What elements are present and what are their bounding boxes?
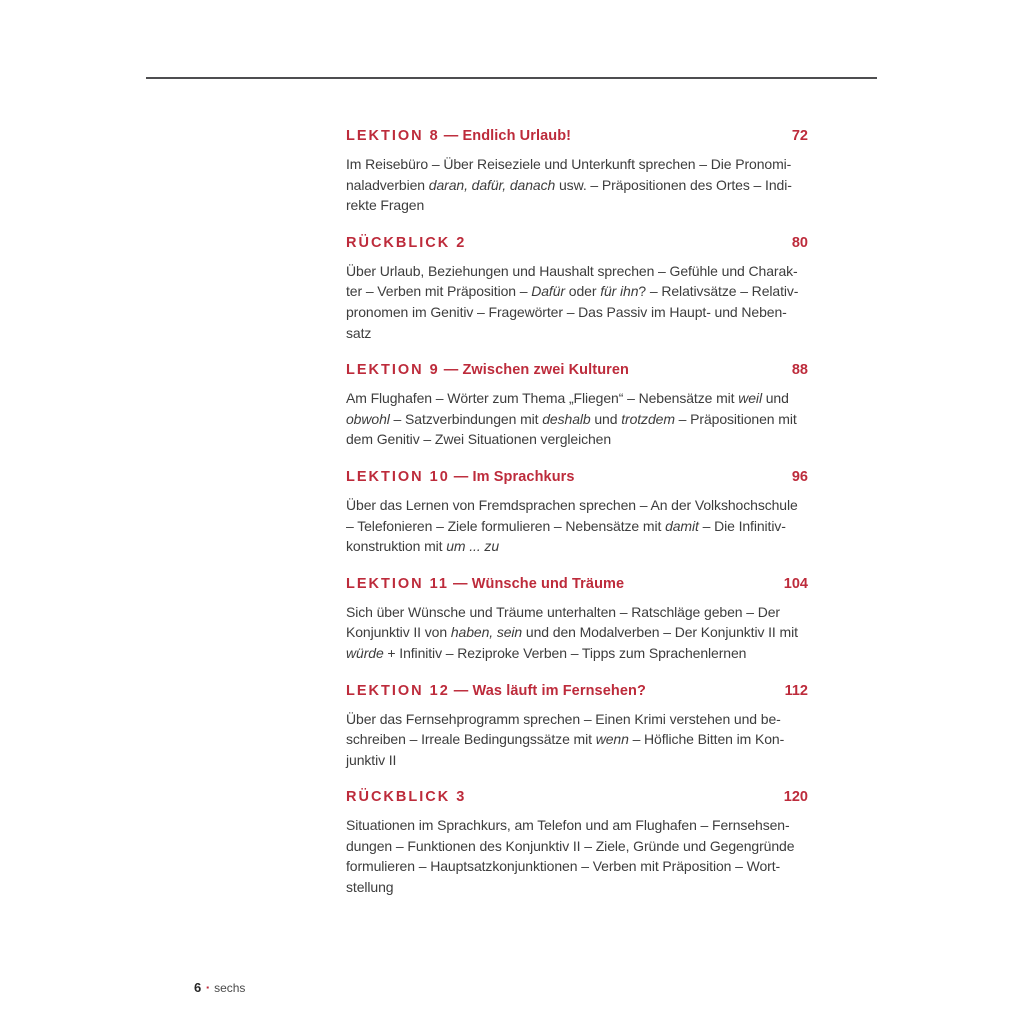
text-segment: Situationen im Sprachkurs, am Telefon und am Flughafen – Fernsehsen-	[346, 817, 790, 834]
text-segment: dungen – Funktionen des Konjunktiv II – Ziele, Gründe und Gegengründe	[346, 837, 795, 854]
section-heading	[346, 575, 808, 593]
text-segment: und den Modalverben – Der Konjunktiv II mit	[522, 624, 798, 641]
section-description	[346, 261, 808, 343]
text-line	[346, 323, 808, 344]
text-segment: ter – Verben mit Präposition –	[346, 283, 532, 300]
footer-page-word: sechs	[214, 981, 246, 995]
section-page-number: 96	[791, 468, 808, 485]
italic-term: trotzdem	[621, 410, 675, 427]
text-line	[346, 602, 808, 623]
text-segment: dem Genitiv – Zwei Situationen vergleichen	[346, 431, 612, 448]
footer-page-number: 6	[194, 980, 202, 995]
text-segment: usw. – Präpositionen des Ortes – Indi-	[555, 176, 792, 193]
italic-term: wenn	[595, 731, 629, 748]
text-line	[346, 516, 808, 537]
text-line	[346, 281, 808, 302]
section-description	[346, 154, 808, 216]
section-page-number: 120	[783, 789, 808, 806]
section-title: — Zwischen zwei Kulturen	[443, 362, 630, 379]
section-title: — Endlich Urlaub!	[443, 128, 572, 144]
text-segment: rekte Fragen	[346, 197, 425, 214]
toc-section	[346, 575, 808, 664]
text-segment: oder	[564, 283, 601, 300]
text-segment: und	[761, 390, 789, 407]
section-label: LEKTION 8	[346, 128, 440, 144]
text-line	[346, 750, 808, 771]
italic-term: damit	[665, 517, 699, 534]
section-description	[346, 709, 808, 771]
section-heading-text	[346, 788, 470, 806]
text-segment: konstruktion mit	[346, 538, 447, 555]
section-page-number: 72	[791, 128, 808, 144]
text-segment: Am Flughafen – Wörter zum Thema „Fliegen“ – Nebensätze mit	[346, 390, 739, 407]
text-segment: – Telefonieren – Ziele formulieren – Nebensätze mit	[346, 517, 666, 534]
text-line	[346, 622, 808, 643]
text-segment: Konjunktiv II von	[346, 624, 451, 641]
text-line	[346, 175, 808, 196]
italic-term: um ... zu	[446, 538, 500, 555]
section-description	[346, 602, 808, 664]
section-page-number: 104	[783, 575, 808, 592]
toc-section	[346, 361, 808, 450]
italic-term: würde	[346, 644, 384, 661]
text-segment: + Infinitiv – Reziproke Verben – Tipps zum Sprachenlernen	[383, 644, 747, 661]
toc-section	[346, 682, 808, 771]
text-line	[346, 388, 808, 409]
text-segment: – Höfliche Bitten im Kon-	[628, 731, 785, 748]
text-segment: – Satzverbindungen mit	[389, 410, 543, 427]
text-segment: ? – Relativsätze – Relativ-	[638, 283, 799, 300]
section-label: LEKTION 11	[346, 575, 449, 592]
text-line	[346, 302, 808, 323]
text-segment: formulieren – Hauptsatzkonjunktionen – Verben mit Präposition – Wort-	[346, 858, 781, 875]
section-label: LEKTION 10	[346, 468, 450, 485]
italic-term: deshalb	[542, 410, 591, 427]
section-title: — Im Sprachkurs	[453, 468, 575, 485]
toc-section	[346, 468, 808, 557]
italic-term: daran, dafür, danach	[428, 176, 556, 193]
footer-bullet-icon: ▪	[206, 983, 210, 992]
text-segment: Sich über Wünsche und Träume unterhalten – Ratschläge geben – Der	[346, 603, 780, 620]
toc-section	[346, 234, 808, 343]
text-segment: satz	[346, 324, 372, 341]
text-segment: und	[590, 410, 622, 427]
text-line	[346, 729, 808, 750]
section-description	[346, 495, 808, 557]
text-line	[346, 409, 808, 430]
section-page-number: 112	[784, 682, 808, 699]
table-of-contents	[346, 127, 808, 916]
section-heading	[346, 682, 808, 700]
section-page-number: 80	[791, 234, 808, 251]
text-line	[346, 709, 808, 730]
section-heading	[346, 127, 808, 145]
section-heading	[346, 788, 808, 806]
text-line	[346, 261, 808, 282]
text-line	[346, 877, 808, 898]
text-segment: Über das Lernen von Fremdsprachen sprechen – An der Volkshochschule	[346, 496, 798, 513]
section-heading-text	[346, 127, 571, 145]
text-line	[346, 836, 808, 857]
section-heading-text	[346, 361, 629, 379]
text-line	[346, 495, 808, 516]
text-line	[346, 195, 808, 216]
text-segment: Im Reisebüro – Über Reiseziele und Unterkunft sprechen – Die Pronomi-	[346, 156, 792, 172]
section-title: — Wünsche und Träume	[453, 575, 625, 592]
toc-section	[346, 127, 808, 216]
text-segment: junktiv II	[346, 751, 397, 768]
section-label: RÜCKBLICK 3	[346, 789, 467, 806]
italic-term: Dafür	[531, 283, 565, 300]
text-line	[346, 815, 808, 836]
section-label: RÜCKBLICK 2	[346, 234, 467, 251]
section-heading	[346, 361, 808, 379]
section-page-number: 88	[791, 362, 808, 379]
section-description	[346, 815, 808, 897]
top-divider	[146, 77, 877, 79]
italic-term: weil	[738, 390, 762, 407]
text-line	[346, 536, 808, 557]
toc-section	[346, 788, 808, 897]
section-heading-text	[346, 682, 646, 700]
italic-term: haben, sein	[450, 624, 523, 641]
section-description	[346, 388, 808, 450]
section-heading	[346, 468, 808, 486]
text-line	[346, 643, 808, 664]
section-heading-text	[346, 234, 470, 252]
text-segment: stellung	[346, 879, 394, 896]
text-segment: schreiben – Irreale Bedingungssätze mit	[346, 731, 596, 748]
text-line	[346, 154, 808, 175]
section-heading-text	[346, 468, 575, 486]
italic-term: obwohl	[346, 410, 390, 427]
section-heading-text	[346, 575, 624, 593]
section-title: — Was läuft im Fernsehen?	[453, 682, 646, 699]
text-segment: Über das Fernsehprogramm sprechen – Einen Krimi verstehen und be-	[346, 710, 781, 727]
section-label: LEKTION 12	[346, 682, 450, 699]
text-line	[346, 856, 808, 877]
text-segment: pronomen im Genitiv – Fragewörter – Das Passiv im Haupt- und Neben-	[346, 303, 787, 320]
text-line	[346, 429, 808, 450]
text-segment: Über Urlaub, Beziehungen und Haushalt sprechen – Gefühle und Charak-	[346, 262, 798, 279]
section-heading	[346, 234, 808, 252]
section-label: LEKTION 9	[346, 362, 440, 379]
page-footer	[194, 981, 245, 995]
text-segment: naladverbien	[346, 176, 429, 193]
text-segment: – Die Infinitiv-	[698, 517, 786, 534]
text-segment: – Präpositionen mit	[674, 410, 797, 427]
italic-term: für ihn	[600, 283, 639, 300]
